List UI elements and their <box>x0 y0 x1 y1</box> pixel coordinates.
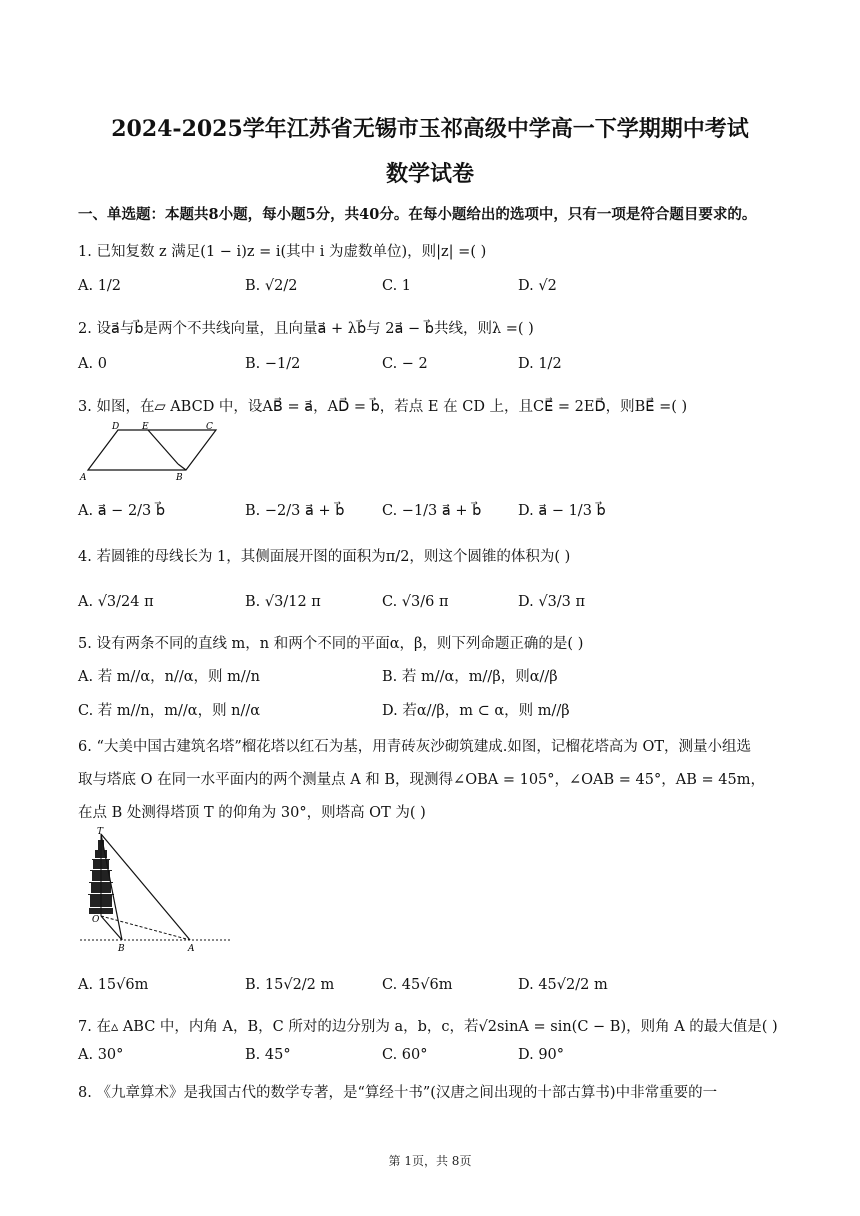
figure-label-c: C <box>206 422 213 432</box>
figure-label-d: D <box>112 422 120 432</box>
page-footer: 第 1页，共 8页 <box>388 1154 472 1168</box>
question-1-option-d: D. √2 <box>518 278 557 294</box>
question-5-stem: 5. 设有两条不同的直线 m，n 和两个不同的平面α，β，则下列命题正确的是( ) <box>78 636 584 652</box>
question-7-option-c: C. 60° <box>382 1047 428 1063</box>
question-4-stem: 4. 若圆锥的母线长为 1，其侧面展开图的面积为π/2，则这个圆锥的体积为( ) <box>78 549 571 565</box>
question-2-option-b: B. −1/2 <box>245 356 301 372</box>
question-6-option-c: C. 45√6m <box>382 977 453 993</box>
figure-label-o: O <box>92 915 100 925</box>
question-1-stem: 1. 已知复数 z 满足(1 − i)z = i(其中 i 为虚数单位)，则|z| =( ) <box>78 244 487 260</box>
question-5-option-b: B. 若 m//α，m//β，则α//β <box>382 669 558 685</box>
question-5-option-d: D. 若α//β，m ⊂ α，则 m//β <box>382 703 570 719</box>
question-1-option-c: C. 1 <box>382 278 412 294</box>
question-3-option-d: D. a⃗ − 1/3 b⃗ <box>518 503 606 519</box>
page-title: 2024-2025学年江苏省无锡市玉祁高级中学高一下学期期中考试 <box>111 116 749 142</box>
question-6-option-b: B. 15√2/2 m <box>245 977 335 993</box>
parallelogram-figure <box>78 420 228 486</box>
question-5-option-c: C. 若 m//n，m//α，则 n//α <box>78 703 261 719</box>
question-7-option-b: B. 45° <box>245 1047 291 1063</box>
question-3-stem: 3. 如图，在▱ ABCD 中，设AB⃗ = a⃗，AD⃗ = b⃗，若点 E 在 CD 上，且CE⃗ = 2ED⃗，则BE⃗ =( ) <box>78 399 688 415</box>
question-6-option-d: D. 45√2/2 m <box>518 977 608 993</box>
figure-label-a: A <box>188 944 195 954</box>
question-7-stem: 7. 在▵ ABC 中，内角 A，B，C 所对的边分别为 a，b，c，若√2sinA = sin(C − B)，则角 A 的最大值是( ) <box>78 1019 778 1035</box>
question-4-option-b: B. √3/12 π <box>245 594 321 610</box>
figure-label-a: A <box>80 473 87 483</box>
figure-label-e: E <box>142 422 149 432</box>
question-2-option-d: D. 1/2 <box>518 356 562 372</box>
figure-label-b: B <box>176 473 183 483</box>
question-4-option-a: A. √3/24 π <box>78 594 154 610</box>
question-3-option-c: C. −1/3 a⃗ + b⃗ <box>382 503 482 519</box>
question-4-option-c: C. √3/6 π <box>382 594 449 610</box>
question-7-option-a: A. 30° <box>78 1047 124 1063</box>
question-8-stem: 8. 《九章算术》是我国古代的数学专著，是“算经十书”(汉唐之间出现的十部古算书)中非常重要的一 <box>78 1085 718 1101</box>
question-5-option-a: A. 若 m//α，n//α，则 m//n <box>78 669 260 685</box>
question-7-option-d: D. 90° <box>518 1047 565 1063</box>
section-heading: 一、单选题：本题共8小题，每小题5分，共40分。在每小题给出的选项中，只有一项是符合题目要求的。 <box>78 206 757 223</box>
question-2-stem: 2. 设a⃗与b⃗是两个不共线向量，且向量a⃗ + λb⃗与 2a⃗ − b⃗共线，则λ =( ) <box>78 321 534 337</box>
question-6-option-a: A. 15√6m <box>78 977 149 993</box>
question-1-option-b: B. √2/2 <box>245 278 298 294</box>
question-6-stem-line-3: 在点 B 处测得塔顶 T 的仰角为 30°，则塔高 OT 为( ) <box>78 805 426 821</box>
question-3-option-a: A. a⃗ − 2/3 b⃗ <box>78 503 166 519</box>
question-4-option-d: D. √3/3 π <box>518 594 586 610</box>
question-3-option-b: B. −2/3 a⃗ + b⃗ <box>245 503 345 519</box>
page-subtitle: 数学试卷 <box>385 161 474 187</box>
figure-label-b: B <box>118 944 125 954</box>
question-2-option-a: A. 0 <box>78 356 107 372</box>
question-6-stem-line-2: 取与塔底 O 在同一水平面内的两个测量点 A 和 B，现测得∠OBA = 105°，∠OAB = 45°，AB = 45m， <box>78 772 765 788</box>
figure-label-t: T <box>97 827 104 837</box>
question-1-option-a: A. 1/2 <box>78 278 122 294</box>
question-2-option-c: C. − 2 <box>382 356 428 372</box>
pagoda-figure <box>78 826 238 954</box>
question-6-stem-line-1: 6. “大美中国古建筑名塔”榴花塔以红石为基，用青砖灰沙砌筑建成.如图，记榴花塔高为 OT，测量小组选 <box>78 739 752 755</box>
